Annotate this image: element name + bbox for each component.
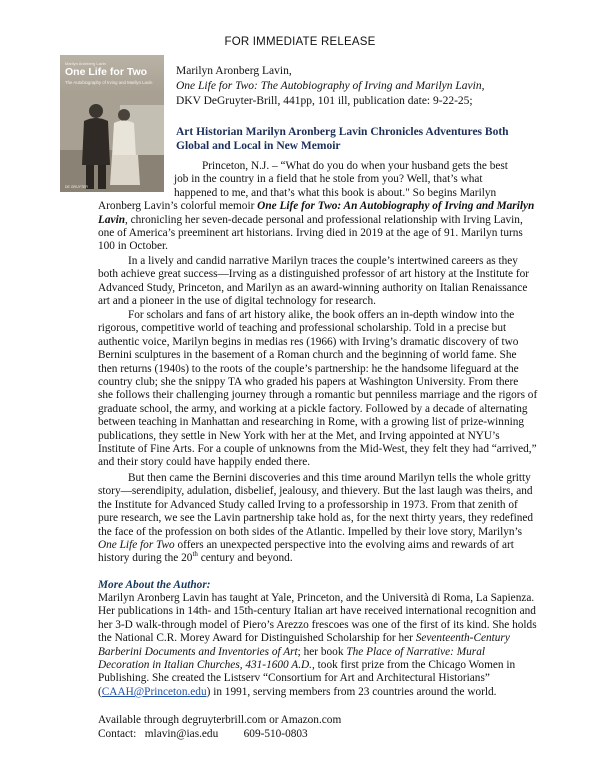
cover-subtitle: The Autobiography of Irving and Marilyn Lavin xyxy=(65,80,153,85)
cover-title: One Life for Two xyxy=(65,66,148,78)
release-header: FOR IMMEDIATE RELEASE xyxy=(224,36,376,48)
cover-author: Marilyn Aronberg Lavin xyxy=(65,61,106,66)
cover-publisher: DE GRUYTER xyxy=(65,185,88,189)
paragraph-author-bio: Marilyn Aronberg Lavin has taught at Yale, Princeton, and the Università di Roma, La Sapienza. Her publications in 14th- and 15th-century Italian art have received international recognition and her 3-D walk-through model of Piero’s Arezzo frescoes was one of the first of its kind. She holds the National C.R. Morey Award for Distinguished Scholarship for her Seventeenth-Century Barberini Documents and Inventories of Art; her book The Place of Narrative: Mural Decoration in Italian Churches, 431-1600 A.D., took first prize from the Chicago Women in Publishing. She created the Listserv “Consortium for Art and Architectural Historians” (CAAH@Princeton.edu) in 1991, serving members from 23 countries around the world. xyxy=(98,592,537,698)
headline-line: Global and Local in New Memoir xyxy=(176,140,341,152)
book-info-block xyxy=(176,64,586,109)
footer-contact xyxy=(98,714,341,741)
headline-line: Art Historian Marilyn Aronberg Lavin Chronicles Adventures Both xyxy=(176,126,509,138)
paragraph-careers: In a lively and candid narrative Marilyn traces the couple’s intertwined careers as they both achieve great success—Irving as a distinguished professor of art history at the Institute for Advanced Study, Princeton, and Marilyn as an award-winning authority on Italian Renaissance art and a pioneer in the use of digital technology for research. xyxy=(98,255,530,308)
contact-email[interactable]: mlavin@ias.edu xyxy=(144,727,219,740)
contact-phone: 609-510-0803 xyxy=(243,727,308,740)
headline xyxy=(176,125,576,153)
paragraph-scholarship: For scholars and fans of art history alike, the book offers an in-depth window into the rigorous, competitive world of teaching and professional scholarship. Told in a precise but authentic voice, Marilyn begins in medias res (1966) with Irving’s dramatic discovery of two Bernini sculptures in the basement of a Roman church and the beginning of world fame. She then returns (1940s) to the roots of the couple’s partnership: he the handsome lifeguard at the country club; she the snippy TA who graded his papers at Washington University. From there she follows their challenging journey through a romantic but penniless marriage and the rigors of graduate school, the army, and working at a pickle factory. Followed by a decade of alternating between teaching in Manhattan and researching in Rome, with a growing list of prize-winning publications, they settle in New York with her at the Met, and Irving appointed at NYU’s Institute of Fine Arts. For a couple of unknowns from the Mid-West, they felt they had “arrived,” and their story could have happily ended there. xyxy=(98,309,538,469)
paragraph-intro: Princeton, N.J. – “What do you do when your husband gets the best job in the country in a field that he stole from you? Well, that’s what happened to me, and that’s what this book is about." So begins Marilyn Aronberg Lavin’s colorful memoir One Life for Two: An Autobiography of Irving and Marilyn Lavin, chronicling her seven-decade personal and professional relationship with Irving Lavin, one of America’s preeminent art historians. Irving died in 2019 at the age of 91. Marilyn turns 100 in October. xyxy=(98,160,535,253)
more-about-author-heading: More About the Author: xyxy=(98,579,211,591)
caah-email-link[interactable]: CAAH@Princeton.edu xyxy=(101,685,207,698)
availability-line: Available through degruyterbrill.com or Amazon.com xyxy=(98,714,342,726)
book-title: One Life for Two: The Autobiography of Irving and Marilyn Lavin, xyxy=(176,80,485,92)
contact-label: Contact: xyxy=(98,727,137,740)
contact-line xyxy=(98,728,341,742)
book-author: Marilyn Aronberg Lavin, xyxy=(176,65,292,77)
book-publication-details: DKV DeGruyter-Brill, 441pp, 101 ill, publication date: 9-22-25; xyxy=(176,95,473,107)
paragraph-bernini: But then came the Bernini discoveries and this time around Marilyn tells the whole gritty story—serendipity, adulation, disbelief, jealousy, and thievery. But the last laugh was theirs, and the Institute for Advanced Study called Irving to a professorship in 1973. From that zenith of pure research, we see the Lavin partnership take hold as, for the next thirty years, they redefined the face of the profession on both sides of the Atlantic. Impelled by their love story, Marilyn’s One Life for Two offers an unexpected perspective into the evolving aims and rewards of art history during the 20th century and beyond. xyxy=(98,472,534,565)
memoir-title-emphasis: One Life for Two: An Autobiography of Irving and Marilyn xyxy=(257,200,535,213)
